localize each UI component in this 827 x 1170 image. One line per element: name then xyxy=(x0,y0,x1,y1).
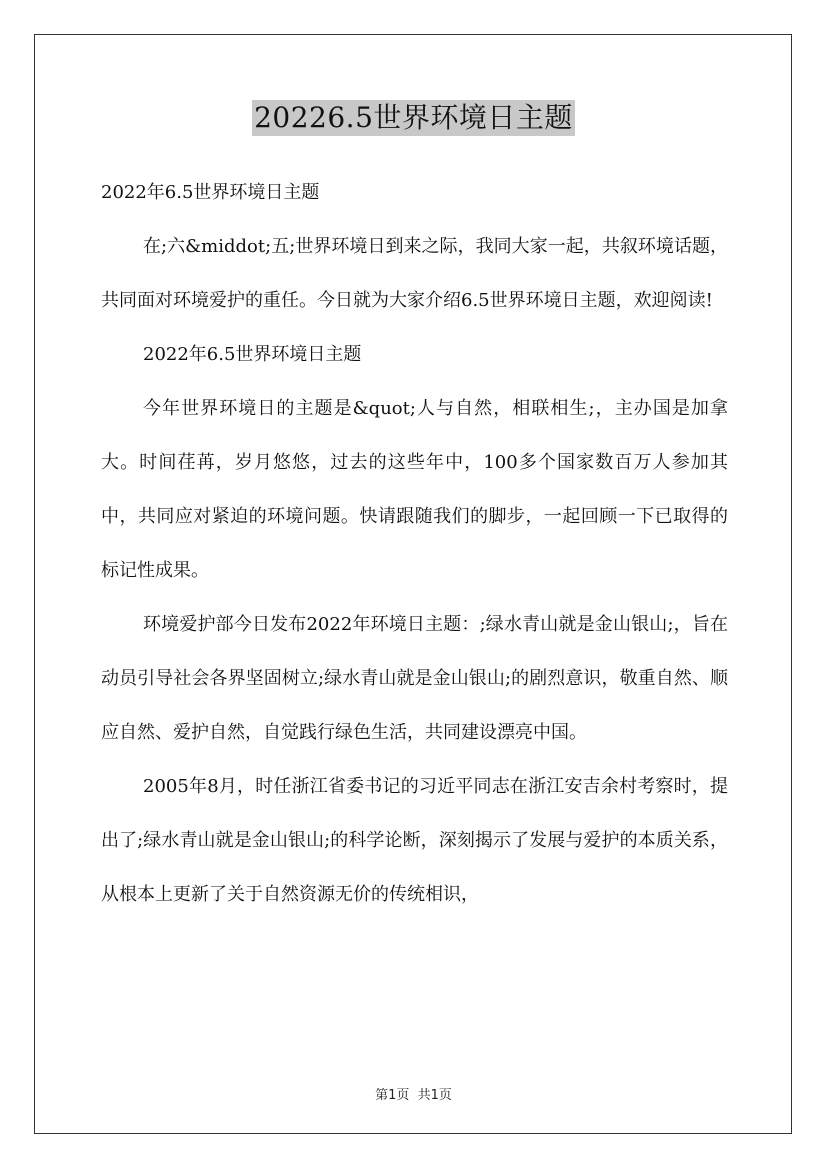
theme-paragraph: 今年世界环境日的主题是&quot;人与自然，相联相生;，主办国是加拿大。时间荏苒，岁月悠悠，过去的这些年中，100多个国家数百万人参加其中，共同应对紧迫的环境问题。快请跟随我们的脚步，一起回顾一下已取得的标记性成果。 xyxy=(101,398,728,581)
page-footer xyxy=(0,1084,827,1103)
document-body xyxy=(101,166,728,922)
page-number: 第1页 xyxy=(375,1088,410,1103)
history-paragraph: 2005年8月，时任浙江省委书记的习近平同志在浙江安吉余村考察时，提出了;绿水青山就是金山银山;的科学论断，深刻揭示了发展与爱护的本质关系，从根本上更新了关于自然资源无价的传统相识， xyxy=(101,776,728,905)
document-title: 20226.5世界环境日主题 xyxy=(254,101,573,134)
announcement-paragraph: 环境爱护部今日发布2022年环境日主题：;绿水青山就是金山银山;，旨在动员引导社会各界坚固树立;绿水青山就是金山银山;的剧烈意识，敬重自然、顺应自然、爱护自然，自觉践行绿色生活，共同建设漂亮中国。 xyxy=(101,614,728,743)
intro-paragraph: 在;六&middot;五;世界环境日到来之际，我同大家一起，共叙环境话题，共同面对环境爱护的重任。今日就为大家介绍6.5世界环境日主题，欢迎阅读! xyxy=(101,236,728,311)
document-title-wrapper xyxy=(0,100,827,136)
section-heading-paragraph: 2022年6.5世界环境日主题 xyxy=(143,344,362,365)
subtitle-paragraph: 2022年6.5世界环境日主题 xyxy=(101,182,320,203)
page-total: 共1页 xyxy=(417,1088,452,1103)
